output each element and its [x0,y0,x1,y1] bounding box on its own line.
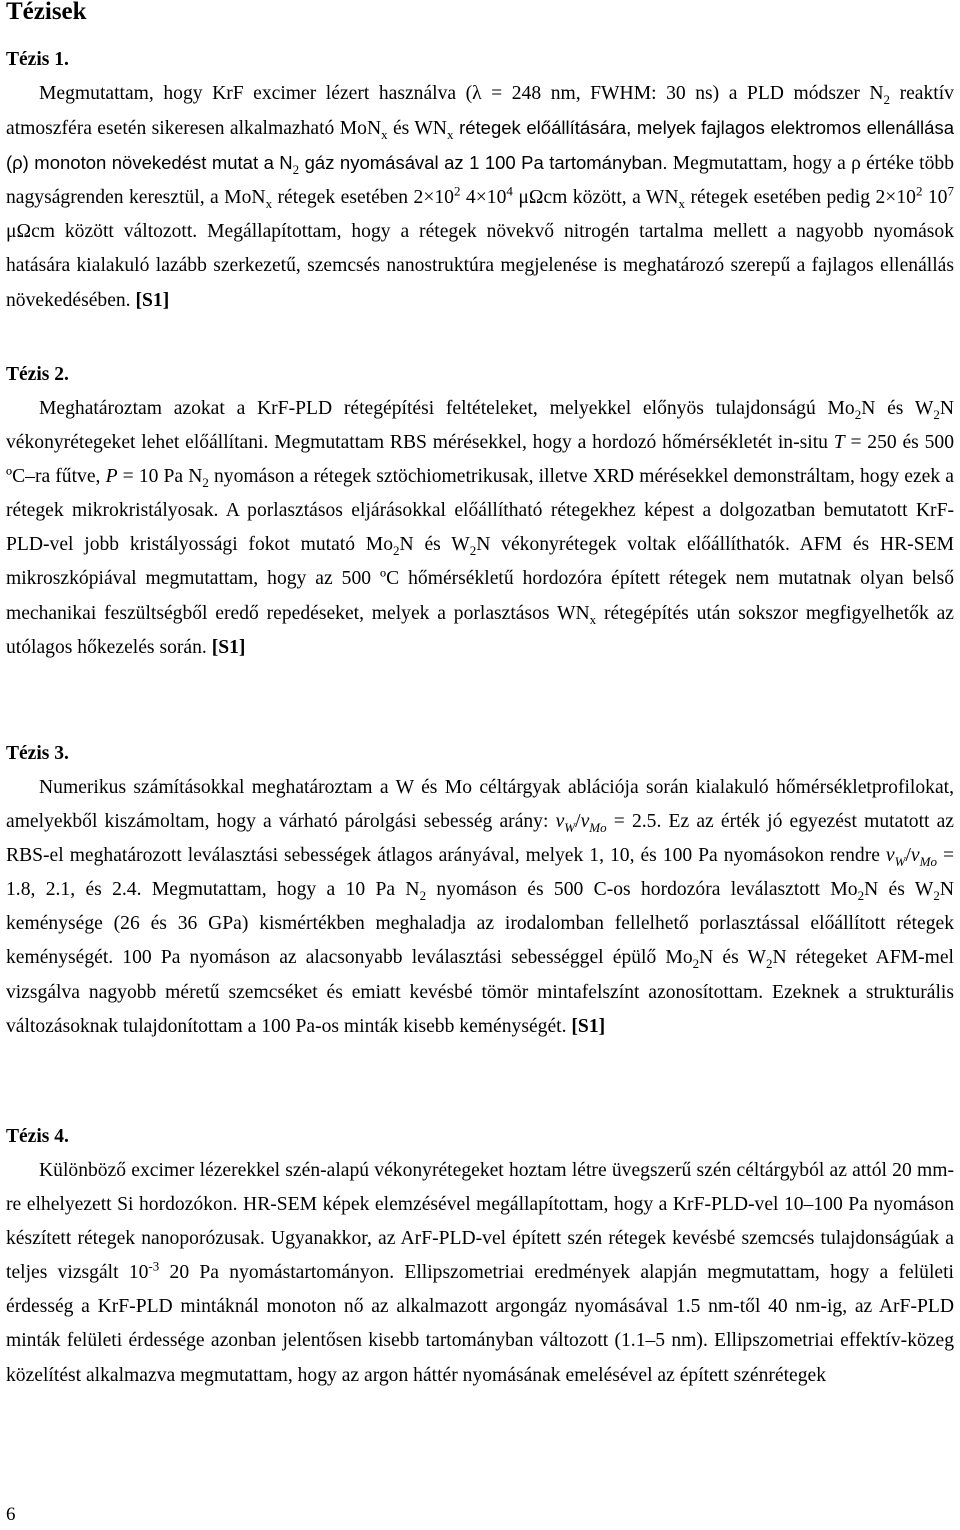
text-segment: / [575,811,581,833]
subscript: Mo [919,854,937,870]
text-segment: μΩcm között, a WN [512,187,679,209]
italic-variable: T [833,432,845,454]
subscript: 2 [419,888,427,904]
citation: [S1] [211,636,246,658]
text-segment: N és W [864,879,934,901]
thesis-2-paragraph [6,392,954,665]
subscript: x [446,127,454,142]
subscript: Mo [589,820,607,835]
text-segment: N és W [861,398,934,419]
subscript: 2 [292,162,300,178]
subscript: 2 [469,543,477,559]
text-segment: = 2.5. Ez az érték jó egyezést mutatott az RBS-el meghatározott leválasztási sebességek átlagos arányával, melyek 1, 10, és 100 Pa nyomásokon rendre [6,811,954,867]
page-title: Tézisek [6,0,87,25]
text-segment: 4×10 [460,187,507,209]
text-segment: μΩcm között változott. Megállapítottam, hogy a rétegek növekvő nitrogén tartalma mellett a nagyobb nyomások hatására kialakuló lazább szerkezetű, szemcsés nanostruktúra megjelenése is meghatározó szerepű a fajlagos ellenállás növekedésében. [6,221,954,311]
page-number: 6 [6,1504,16,1525]
text-segment: Meghatároztam azokat a KrF-PLD rétegépítési feltételeket, melyekkel előnyös tulajdonságú Mo [39,398,855,419]
text-segment: rétegek esetében pedig 2×10 [685,187,916,209]
subscript: 2 [692,956,700,972]
subscript: x [381,127,388,142]
subscript: x [678,196,686,212]
thesis-1-paragraph [6,77,954,318]
superscript: 2 [915,183,923,199]
subscript: 2 [202,475,209,491]
superscript: -3 [148,1258,160,1274]
italic-variable: P [105,466,118,488]
subscript: x [265,196,273,212]
text-segment: Numerikus számításokkal meghatároztam a W és Mo céltárgyak ablációja során kialakuló hőmérsékletprofilokat, amelyekből kiszámoltam, hogy a várható párolgási sebesség arány: [6,777,954,833]
subscript: 2 [883,91,891,107]
citation: [S1] [571,1015,606,1037]
text-segment: gáz nyomásával az 1 100 Pa tartományban. [299,152,668,174]
text-segment: N vékonyrétegek voltak előállíthatók. AFM és HR-SEM mikroszkópiával megmutattam, hogy az 500 ºC hőmérsékletű hordozóra épített rétegek nem mutatnak olyan belső mechanikai feszültségből eredő repedéseket, melyek a porlasztásos WN [6,534,954,624]
thesis-1-title: Tézis 1. [6,49,69,70]
thesis-3-paragraph [6,771,954,1044]
superscript: 2 [453,183,461,199]
subscript: W [564,820,576,835]
text-segment: 20 Pa nyomástartományon. Ellipszometriai eredmények alapján megmutattam, hogy a felületi érdesség a KrF-PLD mintáknál monoton nő az alkalmazott argongáz nyomásával 1.5 nm-től 40 nm-ig, az ArF-PLD minták felületi érdessége azonban jelentősen kisebb tartományban változott (1.1–5 nm). Ellipszometriai effektív-közeg közelítést alkalmazva megmutattam, hogy az argon háttér nyomásának emelésével az épített szénrétegek [6,1262,954,1386]
text-segment: rétegek esetében 2×10 [272,187,454,209]
text-segment: nyomáson és 500 C-os hordozóra leválasztott Mo [426,879,858,901]
text-segment: N keménysége (26 és 36 GPa) kismértékben meghaladja az irodalomban fellelhető porlasztással előállított rétegek keménységét. 100 Pa nyomáson az alacsonyabb leválasztási sebességgel épülő Mo [6,879,955,969]
text-segment: és WN [387,118,447,140]
italic-variable: v [555,811,565,833]
text-segment: nyomáson a rétegek sztöchiometrikusak, illetve XRD mérésekkel demonstráltam, hogy ezek a rétegek mikrokristályosak. A porlasztásos eljárásokkal előállítható rétegekhez képest a dolgozatban bemutatott KrF-PLD-vel jobb kristályossági fokot mutató Mo [6,466,954,556]
text-segment: N és W [399,534,470,556]
italic-variable: v [580,811,590,833]
superscript: 4 [506,183,513,199]
superscript: 7 [947,183,954,199]
subscript: 2 [766,956,773,972]
text-segment: = 1.8, 2.1, és 2.4. Megmutattam, hogy a 10 Pa N [6,845,954,901]
thesis-4-title: Tézis 4. [6,1126,69,1147]
text-segment: rétegépítés után sokszor megfigyelhetők az utólagos hőkezelés során. [6,602,954,658]
thesis-4-paragraph [6,1154,954,1393]
thesis-2-title: Tézis 2. [6,364,69,385]
thesis-3-title: Tézis 3. [6,743,69,764]
italic-variable: v [885,845,895,867]
text-segment: N vékonyrétegeket lehet előállítani. Megmutattam RBS mérésekkel, hogy a hordozó hőmérsékletét in-situ [6,398,954,454]
subscript: 2 [857,888,865,904]
text-segment: N rétegeket AFM-mel vizsgálva nagyobb méretű szemcséket és emiatt kevésbé tömör mintafelszínt azonosítottam. Ezeknek a strukturális változásoknak tulajdonítottam a 100 Pa-os minták kisebb keménységét. [6,947,954,1037]
text-segment: rétegek előállítására, melyek fajlagos elektromos ellenállása (ρ) monoton növekedést mutat a N [6,117,954,174]
subscript: 2 [393,543,400,559]
text-segment: = 250 és 500 ºC–ra fűtve, [6,432,954,488]
text-segment: / [905,845,911,867]
subscript: 2 [854,406,862,422]
text-segment: Különböző excimer lézerekkel szén-alapú vékonyrétegeket hoztam létre üvegszerű szén céltárgyból az attól 20 mm-re elhelyezett Si hordozókon. HR-SEM képek elemzésével megállapítottam, hogy a KrF-PLD-vel 10–100 Pa nyomáson készített rétegek nanoporózusak. Ugyanakkor, az ArF-PLD-vel épített szén rétegek kevésbé szemcsés tulajdonságúak a teljes vizsgált 10 [6,1160,954,1284]
text-segment: 10 [922,187,948,209]
italic-variable: v [910,845,920,867]
subscript: x [589,611,597,627]
text-segment: reaktív atmoszféra esetén sikeresen alkalmazható MoN [6,83,954,140]
text-segment: Megmutattam, hogy a ρ értéke több nagyságrenden keresztül, a MoN [6,153,954,209]
subscript: W [894,854,906,870]
text-segment: N és W [699,947,766,969]
citation: [S1] [135,289,170,311]
subscript: 2 [933,888,940,904]
text-segment: Megmutattam, hogy KrF excimer lézert használva (λ = 248 nm, FWHM: 30 ns) a PLD módszer N [39,83,884,104]
text-segment: = 10 Pa N [117,466,203,488]
subscript: 2 [933,406,940,422]
